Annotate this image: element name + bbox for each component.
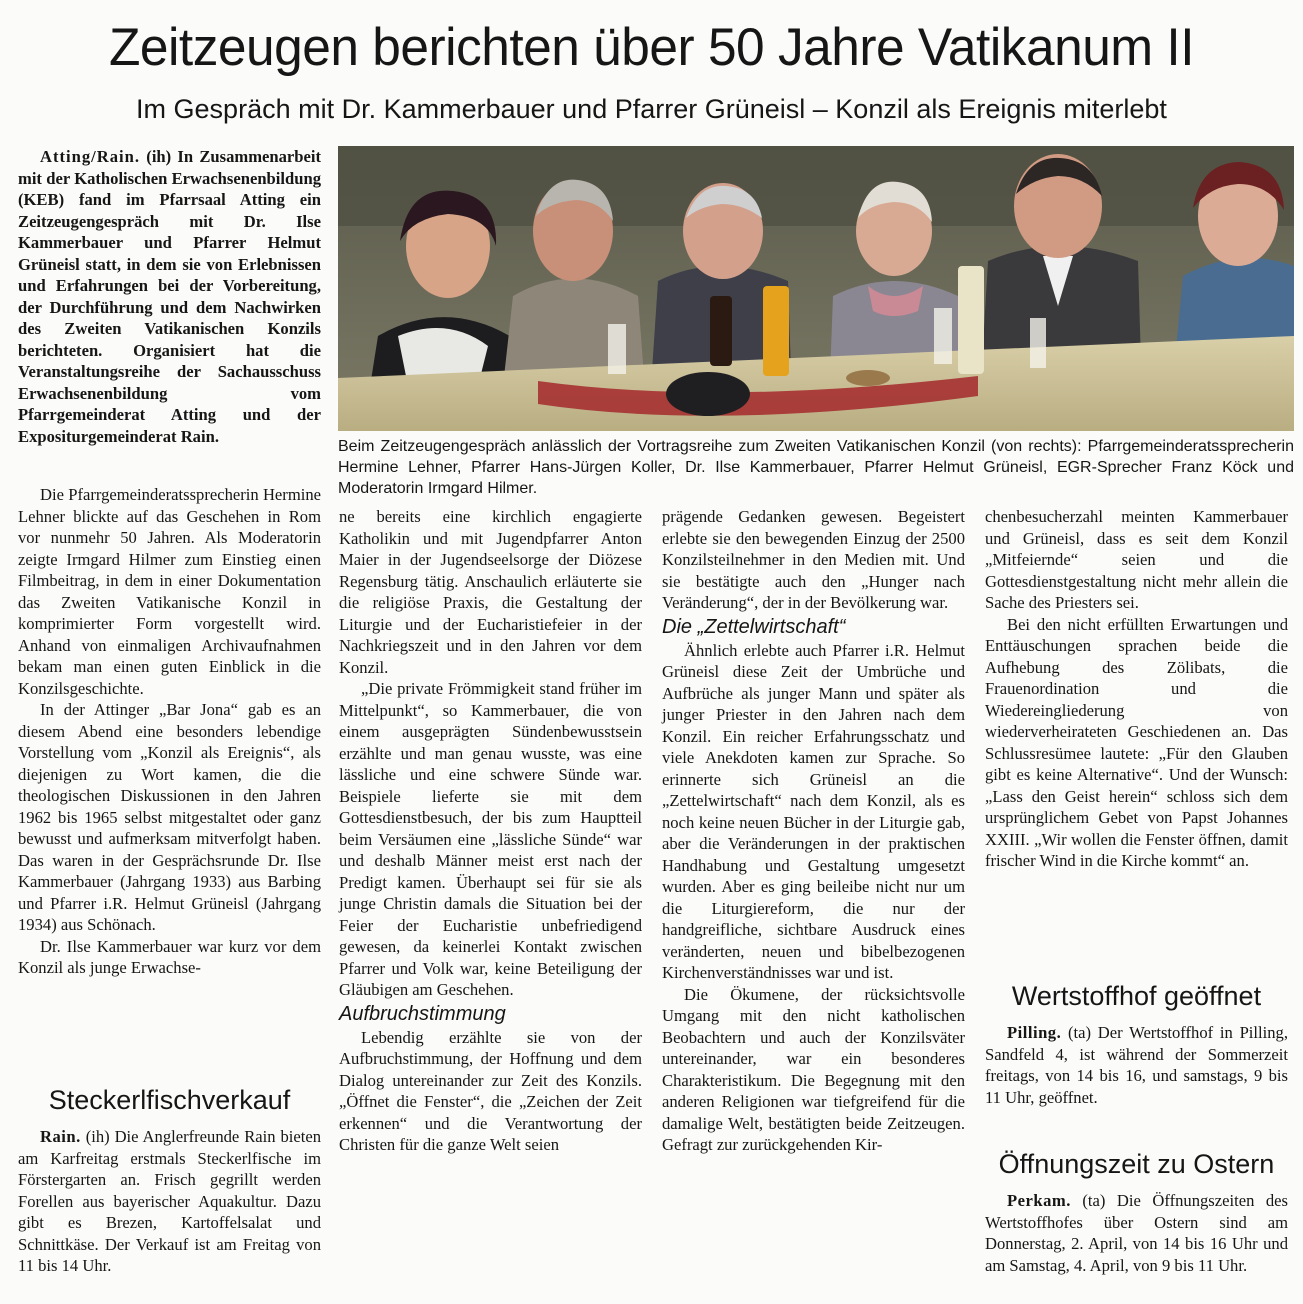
subhead-zettelwirtschaft: Die „Zettelwirtschaft“	[662, 615, 846, 638]
article-column-4	[985, 506, 1288, 872]
article-column-3	[662, 506, 965, 1156]
wertstoff-heading: Wertstoffhof geöffnet	[1011, 981, 1262, 1011]
glass-2	[934, 308, 952, 364]
steckerl-text: (ih) Die Anglerfreunde Rain bieten am Karfreitag erstmals Steckerlfische im Förstergarten an. Frisch gegrillt werden Forellen aus bayerischer Aquakultur. Dazu gibt es Brezen, Kartoffelsalat und Schnittkäse. Der Verkauf ist am Freitag von 11 bis 14 Uhr.	[18, 1127, 321, 1275]
steckerl-body	[18, 1126, 321, 1277]
paragraph: Bei den nicht erfüllten Erwartungen und Enttäuschungen sprachen beide die Aufhebung des Zölibats, die Frauenordination und die Wiedereingliederung von wiederverheirateten Geschiedenen an. Das Schlussresümee lautete: „Für den Glauben gibt es keine Alternative“. Und der Wunsch: „Lass den Geist herein“ schloss sich dem ursprünglichem Gebet von Papst Johannes XXIII. „Wir wollen die Fenster öffnen, damit frischer Wind in die Kirche kommt“ an.	[985, 614, 1288, 870]
wertstoff-body	[985, 1022, 1288, 1108]
paragraph: Dr. Ilse Kammerbauer war kurz vor dem Konzil als junge Erwachse-	[18, 936, 321, 977]
glass-3	[1030, 318, 1046, 368]
subhead-aufbruchstimmung: Aufbruchstimmung	[339, 1002, 506, 1025]
ostern-heading: Öffnungszeit zu Ostern	[998, 1149, 1275, 1179]
bottle-2	[763, 286, 789, 376]
paragraph: Die Ökumene, der rücksichtsvolle Umgang mit den nicht katholischen Beobachtern und auch der Konzilsväter untereinander, war ein besonderes Charakteristikum. Die Begegnung mit den anderen Religionen war tiefgreifend für die damalige Welt, bestätigten beide Zeitzeugen. Gefragt zur zurückgehenden Kir-	[662, 984, 965, 1154]
hat	[666, 372, 750, 416]
steckerl-heading: Steckerlfischverkauf	[48, 1085, 291, 1115]
ostern-body	[985, 1190, 1288, 1276]
article-lead	[18, 146, 321, 447]
ostern-text: (ta) Die Öffnungszeiten des Wertstoffhofes über Ostern sind am Donnerstag, 2. April, von 14 bis 16 Uhr und am Samstag, 4. April, von 9 bis 11 Uhr.	[985, 1191, 1289, 1275]
paragraph: In der Attinger „Bar Jona“ gab es an diesem Abend eine besonders lebendige Vorstellung vom „Konzil als Ereignis“, als diejenigen zu Wort kamen, die die theologischen Diskussionen in den Jahren 1962 bis 1965 selbst mitgestaltet oder ganz bewusst und aufmerksam mitverfolgt haben. Das waren in der Gesprächsrunde Dr. Ilse Kammerbauer (Jahrgang 1933) aus Barbing und Pfarrer i.R. Helmut Grüneisl (Jahrgang 1934) aus Schönach.	[18, 700, 321, 934]
glass-1	[608, 324, 626, 374]
bottle-3	[958, 266, 984, 374]
snack-bowl	[846, 370, 890, 386]
article-column-2	[339, 506, 642, 1156]
paragraph: prägende Gedanken gewesen. Begeistert erlebte sie den bewegenden Einzug der 2500 Konzilsteilnehmer in den Medien mit. Und sie bestätigte auch den „Hunger nach Veränderung“, der in der Bevölkerung war.	[662, 507, 965, 612]
article-column-1	[18, 484, 321, 979]
paragraph: Ähnlich erlebte auch Pfarrer i.R. Helmut Grüneisl diese Zeit der Umbrüche und Aufbrüche als junger Mann und später als junger Priester in den Jahren nach dem Konzil. Ein reicher Erfahrungsschatz und viele Anekdoten kamen zur Sprache. So erinnerte sich Grüneisl an die „Zettelwirtschaft“ nach dem Konzil, als es noch keine neuen Bücher in der Liturgie gab, aber die Veränderungen in der praktischen Handhabung und Gestaltung umgesetzt wurden. Aber es ging beileibe nicht nur um die Liturgiereform, die nur der handgreifliche, sichtbare Ausdruck eines veränderten, neuen und bibelbezogenen Kirchenverständnisses war und ist.	[662, 640, 965, 982]
paragraph: ne bereits eine kirchlich engagierte Katholikin und mit Jugendpfarrer Anton Maier in der Jugendseelsorge der Diözese Regensburg tätig. Anschaulich erläuterte sie die religiöse Praxis, die Gestaltung der Liturgie und der Eucharistiefeier in der Nachkriegszeit und in den Jahren vor dem Konzil.	[339, 507, 642, 677]
bottle-1	[710, 296, 732, 366]
paragraph: Die Pfarrgemeinderatssprecherin Hermine Lehner blickte auf das Geschehen in Rom vor nunmehr 50 Jahren. Als Moderatorin zeigte Irmgard Hilmer zum Einstieg einen Filmbeitrag, in dem in einer Dokumentation das Zweiten Vatikanische Konzil in komprimierter Form vorgestellt wird. Anhand von einmaligen Archivaufnahmen bekam man einen guten Einblick in die Konzilsgeschichte.	[18, 485, 321, 698]
article-headline: Zeitzeugen berichten über 50 Jahre Vatikanum II	[108, 18, 1195, 77]
photo-caption: Beim Zeitzeugengespräch anlässlich der Vortragsreihe zum Zweiten Vatikanischen Konzil (von rechts): Pfarrgemeinderatssprecherin Hermine Lehner, Pfarrer Hans-Jürgen Koller, Dr. Ilse Kammerbauer, Pfarrer Helmut Grüneisl, EGR-Sprecher Franz Köck und Moderatorin Irmgard Hilmer.	[338, 438, 1294, 497]
ostern-location: Perkam.	[1007, 1191, 1071, 1210]
paragraph: „Die private Frömmigkeit stand früher im Mittelpunkt“, so Kammerbauer, die von einem ausgeprägten Sündenbewusstsein erzählte und man genau wusste, was eine lässliche und eine schwere Sünde war. Beispiele lieferte sie mit dem Gottesdienstbesuch, der bis zum Hauptteil beim Versäumen eine „lässliche Sünde“ war und deshalb Männer meist erst nach der Predigt kamen. Überhaupt sei für sie als junge Christin damals die Situation bei der Feier der Eucharistie unbefriedigend gewesen, da keinerlei Kontakt zwischen Pfarrer und Volk war, keine Beteiligung der Gläubigen am Geschehen.	[339, 679, 642, 999]
wertstoff-location: Pilling.	[1007, 1023, 1062, 1042]
wertstoff-text: (ta) Der Wertstoffhof in Pilling, Sandfeld 4, ist während der Sommerzeit freitags, von 14 bis 16, und samstags, 9 bis 11 Uhr, geöffnet.	[985, 1023, 1288, 1107]
lead-text: (ih) In Zusammenarbeit mit der Katholischen Erwachsenenbildung (KEB) fand im Pfarrsaal Atting ein Zeitzeugengespräch mit Dr. Ilse Kammerbauer und Pfarrer Helmut Grüneisl statt, in dem sie von Erlebnissen und Erfahrungen bei der Vorbereitung, der Durchführung und dem Nachwirken des Zweiten Vatikanischen Konzils berichteten. Organisiert hat die Veranstaltungsreihe der Sachausschuss Erwachsenenbildung vom Pfarrgemeinderat Atting und der Expositurgemeinderat Rain.	[18, 147, 321, 446]
photo-illustration	[338, 146, 1294, 431]
steckerl-location: Rain.	[40, 1127, 81, 1146]
lead-location: Atting/Rain.	[40, 147, 141, 166]
paragraph: Lebendig erzählte sie von der Aufbruchstimmung, der Hoffnung und dem Dialog untereinander zur Zeit des Konzils. „Öffnet die Fenster“, die „Zeichen der Zeit erkennen“ und die Verantwortung der Christen für die ganze Welt seien	[339, 1027, 642, 1154]
article-photo	[338, 146, 1294, 431]
article-subheadline: Im Gespräch mit Dr. Kammerbauer und Pfarrer Grüneisl – Konzil als Ereignis miterlebt	[136, 94, 1167, 124]
paragraph: chenbesucherzahl meinten Kammerbauer und Grüneisl, dass es seit dem Konzil „Mitfeiernde“ seien und die Gottesdienstgestaltung nicht mehr allein die Sache des Priesters sei.	[985, 507, 1288, 612]
